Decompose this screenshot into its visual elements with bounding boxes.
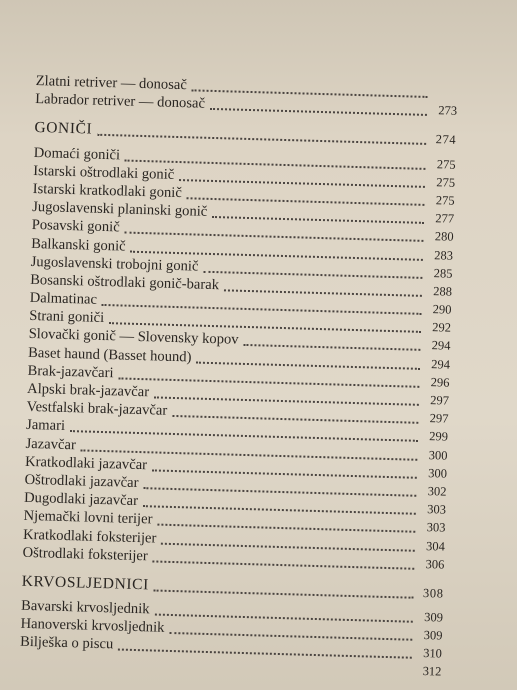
toc-entry-page: 275 [436,174,456,190]
toc-entry-page: 275 [436,156,456,172]
toc-entry-title: Bilješka o piscu [19,634,114,653]
toc-entry-title: Strani goniči [28,308,105,327]
dot-leader [97,133,426,145]
toc-entry-page: 277 [435,211,455,226]
toc-entry-title: Domaći goniči [33,144,121,163]
toc-entry-page: 297 [430,393,450,408]
toc-entry-page: 273 [438,103,458,119]
toc-entry-title: Zlatni retriver — donosač [35,73,188,94]
toc-entry-page: 303 [426,520,446,535]
toc-entry-page: 275 [435,193,455,208]
toc-entry-title: Kratkodlaki jazavčar [24,453,148,474]
toc-entry-page: 309 [423,628,443,643]
toc-entry-title: Bosanski oštrodlaki gonič-barak [29,271,220,294]
toc-entry-page: 274 [435,132,457,148]
toc-entry-title: Dalmatinac [29,289,98,308]
toc-entry-page: 297 [429,411,449,426]
toc-entry-title: Jugoslavenski trobojni gonič [30,253,199,275]
toc-entry-page: 288 [433,284,453,299]
toc-section-title: KRVOSLJEDNICI [21,572,150,594]
toc-entry-page: 285 [433,265,453,281]
toc-entry-title: Baset haund (Basset hound) [27,344,192,366]
dot-leader [153,559,415,569]
toc-entry-page: 303 [426,502,447,517]
toc-entry-page: 300 [428,465,448,481]
toc-entry-title: Kratkodlaki foksterijer [22,526,157,547]
toc-entry-page: 312 [422,664,442,679]
toc-entry-page: 309 [423,609,444,625]
toc-entry-title: Istarski oštrodlaki gonič [33,162,175,183]
toc-entry-title: Njemački lovni terijer [23,508,153,528]
toc-entry-title: Vestfalski brak-jazavčar [26,399,168,419]
toc-entry-title: Jamari [25,417,66,435]
toc-section-title: GONIČI [34,119,93,138]
toc-entry-title: Oštrodlaki foksterijer [22,544,148,564]
toc-entry-page: 294 [431,338,451,354]
toc-entry-title: Hanoverski krvosljednik [20,615,165,636]
toc-entry-title: Posavski gonič [31,217,120,236]
toc-entry-title: Alpski brak-jazavčar [26,380,150,401]
toc-entry-title: Balkanski gonič [30,235,126,255]
toc-entry-page: 304 [425,538,446,554]
toc-entry-page: 308 [422,585,444,601]
toc-entry-title: Jazavčar [25,435,77,453]
dot-leader [24,665,411,677]
toc-entry-page: 292 [432,320,452,335]
toc-entry-page: 280 [434,229,454,245]
toc-entry-title: Labrador retriver — donosač [35,91,206,113]
toc-entry-page: 296 [430,374,450,390]
toc-entry-page: 310 [422,646,443,661]
dot-leader [154,588,414,598]
toc-entry-title: Oštrodlaki jazavčar [24,471,139,491]
toc-entry-page: 299 [429,429,449,445]
toc-entry-page: 283 [434,247,454,263]
toc-entry-page: 294 [431,356,451,372]
table-of-contents [19,72,458,681]
toc-entry-title: Istarski kratkodlaki gonič [32,180,183,202]
toc-entry-title: Brak-jazavčari [27,362,114,382]
dot-leader [210,107,427,116]
toc-entry-page: 302 [427,484,447,499]
toc-entry-title: Slovački gonič — Slovensky kopov [28,326,239,349]
toc-entry-title: Jugoslavenski planinski gonič [32,199,208,220]
toc-entry-page: 300 [428,447,448,463]
toc-entry-title: Dugodlaki jazavčar [23,489,139,510]
toc-entry-page: 306 [425,556,445,572]
toc-entry-page: 290 [432,302,452,317]
toc-entry-title: Bavarski krvosljednik [20,597,150,618]
